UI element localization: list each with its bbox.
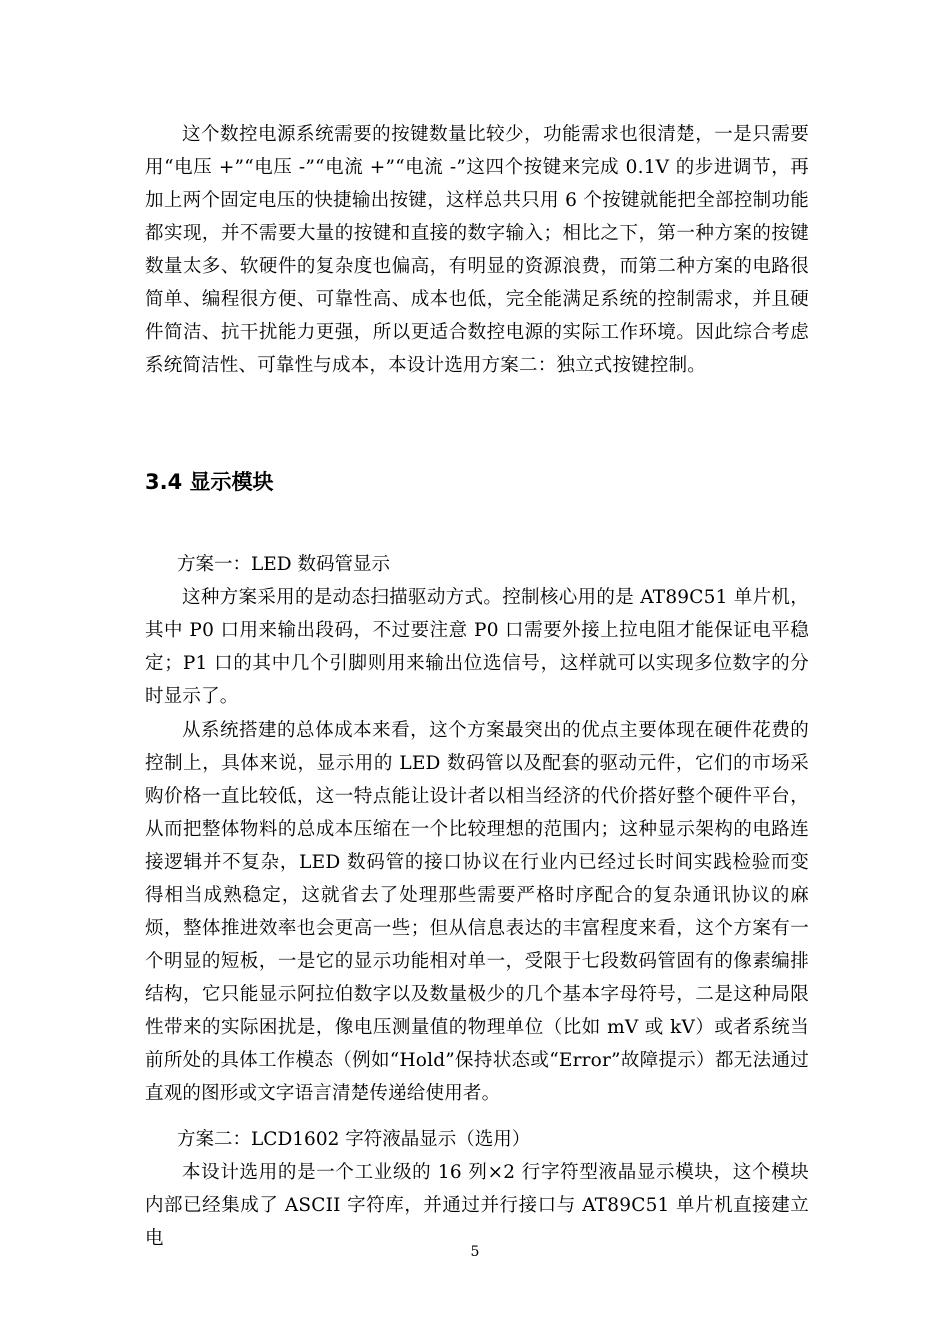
paragraph-plan-one-analysis: 从系统搭建的总体成本来看，这个方案最突出的优点主要体现在硬件花费的控制上，具体来说，显示用的 LED 数码管以及配套的驱动元件，它们的市场采购价格一直比较低，这一特点能让设计者以相当经济的代价搭好整个硬件平台，从而把整体物料的总成本压缩在一个比较理想的范围内；这种显示架构的电路连接逻辑并不复杂，LED 数码管的接口协议在行业内已经过长时间实践检验而变得相当成熟稳定，这就省去了处理那些需要严格时序配合的复杂通讯协议的麻烦，整体推进效率也会更高一些；但从信息表达的丰富程度来看，这个方案有一个明显的短板，一是它的显示功能相对单一，受限于七段数码管固有的像素编排结构，它只能显示阿拉伯数字以及数量极少的几个基本字母符号，二是这种局限性带来的实际困扰是，像电压测量值的物理单位（比如 mV 或 kV）或者系统当前所处的具体工作模态（例如“Hold”保持状态或“Error”故障提示）都无法通过直观的图形或文字语言清楚传递给使用者。 <box>145 720 809 1104</box>
page-number: 5 <box>470 1244 480 1260</box>
plan-two-title: 方案二：LCD1602 字符液晶显示（选用） <box>177 1129 531 1150</box>
paragraph-plan-two-description: 本设计选用的是一个工业级的 16 列×2 行字符型液晶显示模块，这个模块内部已经集成了 ASCII 字符库，并通过并行接口与 AT89C51 单片机直接建立电 <box>145 1162 809 1249</box>
section-heading: 3.4 显示模块 <box>145 470 274 494</box>
plan-one-title: 方案一：LED 数码管显示 <box>177 554 391 575</box>
paragraph-key-choice: 这个数控电源系统需要的按键数量比较少，功能需求也很清楚，一是只需要用“电压 +”“电压 -”“电流 +”“电流 -”这四个按键来完成 0.1V 的步进调节，再加上两个固定电压的快捷输出按键，这样总共只用 6 个按键就能把全部控制功能都实现，并不需要大量的按键和直接的数字输入；相比之下，第一种方案的按键数量太多、软硬件的复杂度也偏高，有明显的资源浪费，而第二种方案的电路很简单、编程很方便、可靠性高、成本也低，完全能满足系统的控制需求，并且硬件简洁、抗干扰能力更强，所以更适合数控电源的实际工作环境。因此综合考虑系统简洁性、可靠性与成本，本设计选用方案二：独立式按键控制。 <box>145 124 809 376</box>
paragraph-plan-one-description: 这种方案采用的是动态扫描驱动方式。控制核心用的是 AT89C51 单片机，其中 P0 口用来输出段码，不过要注意 P0 口需要外接上拉电阻才能保证电平稳定；P1 口的其中几个引脚则用来输出位选信号，这样就可以实现多位数字的分时显示了。 <box>145 587 809 707</box>
